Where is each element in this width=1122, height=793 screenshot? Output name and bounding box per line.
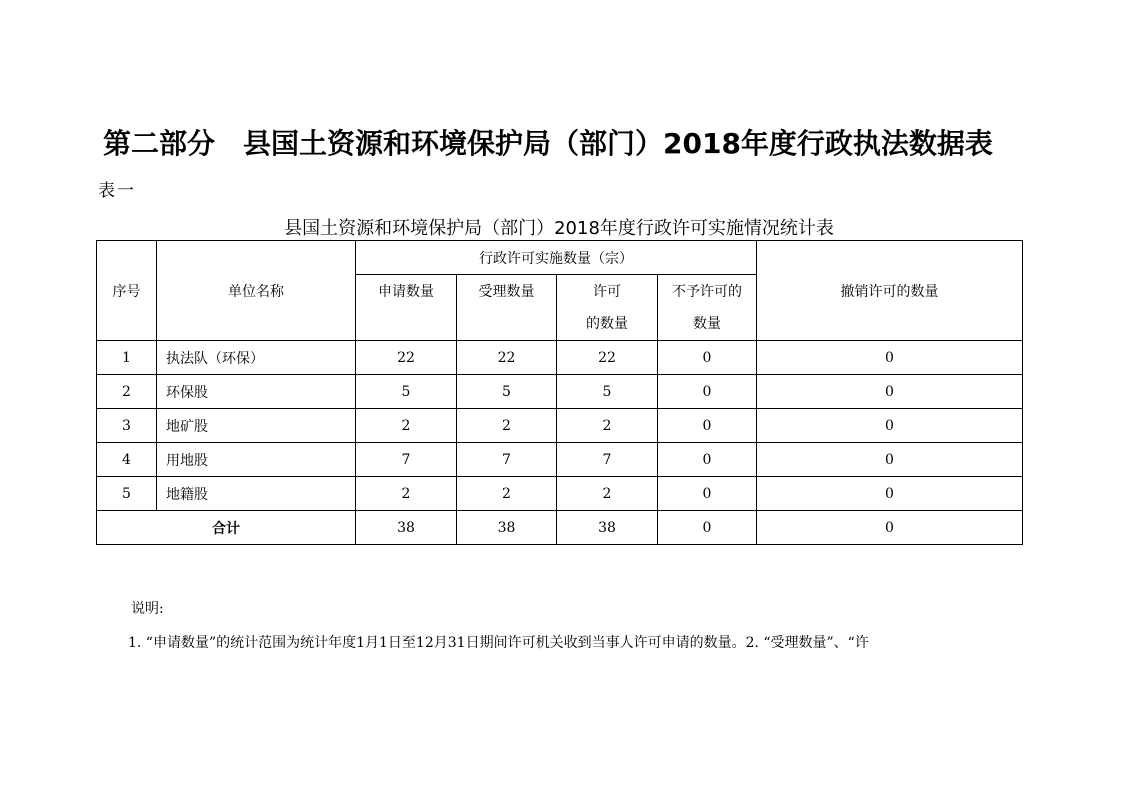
cell-apply: 2 xyxy=(356,409,457,443)
table-row xyxy=(97,375,1023,409)
cell-permit: 22 xyxy=(557,341,658,375)
cell-deny: 0 xyxy=(658,375,757,409)
notes-title: 说明: xyxy=(131,601,164,617)
cell-accept: 5 xyxy=(457,375,557,409)
header-accept-label: 受理数量 xyxy=(478,283,535,300)
cell-accept: 2 xyxy=(457,409,557,443)
header-apply-label: 申请数量 xyxy=(378,283,434,300)
cell-seq: 1 xyxy=(97,341,157,375)
cell-apply: 5 xyxy=(356,375,457,409)
total-accept: 38 xyxy=(457,511,557,545)
total-revoke: 0 xyxy=(757,511,1023,545)
cell-revoke: 0 xyxy=(757,477,1023,511)
cell-revoke: 0 xyxy=(757,375,1023,409)
total-deny: 0 xyxy=(658,511,757,545)
cell-seq: 4 xyxy=(97,443,157,477)
total-apply: 38 xyxy=(356,511,457,545)
table-title: 县国土资源和环境保护局（部门）2018年度行政许可实施情况统计表 xyxy=(284,218,834,239)
header-permit-line2: 的数量 xyxy=(586,315,628,332)
cell-deny: 0 xyxy=(658,477,757,511)
table-number-label: 表一 xyxy=(98,181,136,201)
header-seq: 序号 xyxy=(97,241,157,341)
cell-accept: 2 xyxy=(457,477,557,511)
cell-revoke: 0 xyxy=(757,443,1023,477)
cell-unit-name: 环保股 xyxy=(157,375,356,409)
header-revoke-count: 撤销许可的数量 xyxy=(757,241,1023,341)
document-heading: 第二部分 县国土资源和环境保护局（部门）2018年度行政执法数据表 xyxy=(103,127,993,160)
cell-accept: 22 xyxy=(457,341,557,375)
statistics-table xyxy=(96,240,1023,545)
cell-permit: 2 xyxy=(557,409,658,443)
header-row xyxy=(97,241,1023,275)
header-deny-line1: 不予许可的 xyxy=(672,283,742,300)
cell-deny: 0 xyxy=(658,409,757,443)
header-apply-count xyxy=(356,275,457,341)
table-row xyxy=(97,443,1023,477)
table-row xyxy=(97,409,1023,443)
cell-apply: 2 xyxy=(356,477,457,511)
cell-apply: 22 xyxy=(356,341,457,375)
cell-revoke: 0 xyxy=(757,409,1023,443)
cell-unit-name: 地籍股 xyxy=(157,477,356,511)
cell-seq: 3 xyxy=(97,409,157,443)
cell-accept: 7 xyxy=(457,443,557,477)
cell-permit: 7 xyxy=(557,443,658,477)
table-row xyxy=(97,341,1023,375)
header-accept-count xyxy=(457,275,557,341)
notes-text: 1. “申请数量”的统计范围为统计年度1月1日至12月31日期间许可机关收到当事人许可申请的数量。2. “受理数量”、“许 xyxy=(128,635,869,651)
cell-apply: 7 xyxy=(356,443,457,477)
total-row xyxy=(97,511,1023,545)
cell-seq: 2 xyxy=(97,375,157,409)
header-deny-count xyxy=(658,275,757,341)
cell-revoke: 0 xyxy=(757,341,1023,375)
table-row xyxy=(97,477,1023,511)
cell-unit-name: 地矿股 xyxy=(157,409,356,443)
cell-unit-name: 执法队（环保） xyxy=(157,341,356,375)
header-deny-line2: 数量 xyxy=(693,315,721,332)
header-permit-count xyxy=(557,275,658,341)
cell-deny: 0 xyxy=(658,341,757,375)
header-unit-name: 单位名称 xyxy=(157,241,356,341)
cell-permit: 2 xyxy=(557,477,658,511)
cell-deny: 0 xyxy=(658,443,757,477)
cell-seq: 5 xyxy=(97,477,157,511)
header-permit-line1: 许可 xyxy=(593,283,621,300)
header-permit-group: 行政许可实施数量（宗） xyxy=(356,241,757,275)
total-label: 合计 xyxy=(97,511,356,545)
cell-unit-name: 用地股 xyxy=(157,443,356,477)
total-permit: 38 xyxy=(557,511,658,545)
cell-permit: 5 xyxy=(557,375,658,409)
